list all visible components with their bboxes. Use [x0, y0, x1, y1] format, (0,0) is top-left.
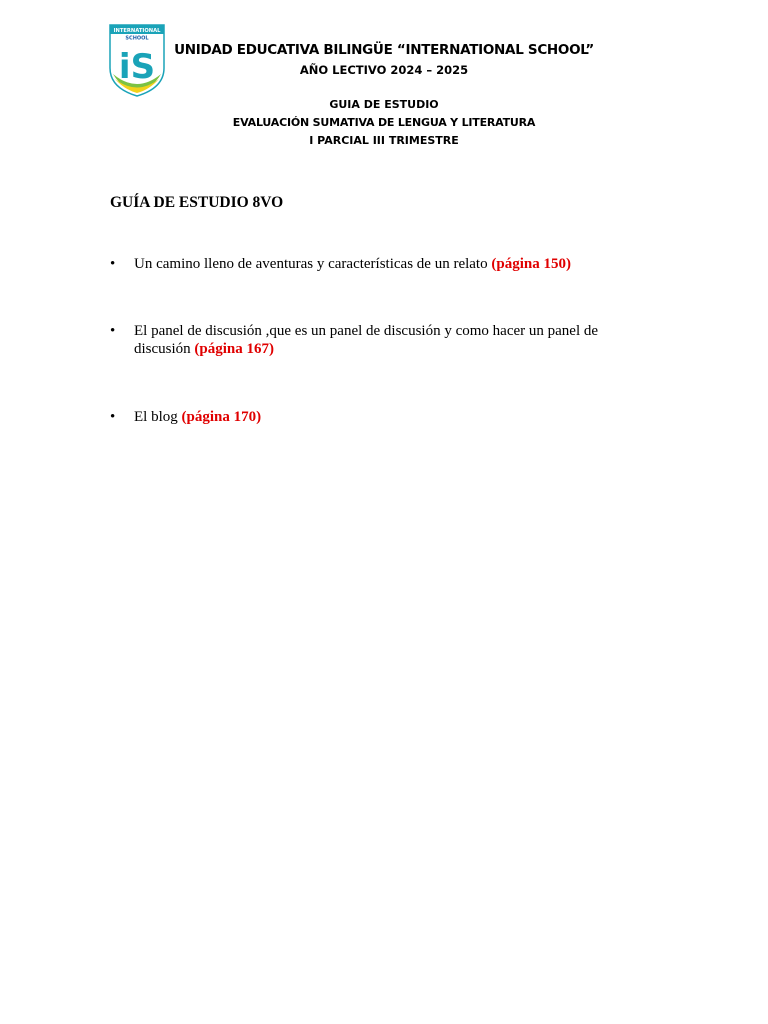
school-logo	[109, 24, 165, 98]
page-reference: (página 167)	[194, 341, 275, 357]
list-item-text: El blog	[134, 409, 182, 425]
bullet-icon: •	[110, 323, 116, 339]
school-year: AÑO LECTIVO 2024 – 2025	[299, 63, 469, 77]
svg-text:iS: iS	[118, 47, 156, 87]
svg-text:SCHOOL: SCHOOL	[125, 35, 149, 42]
evaluation-heading: EVALUACIÓN SUMATIVA DE LENGUA Y LITERATURA	[232, 116, 536, 129]
guide-heading: GUIA DE ESTUDIO	[329, 98, 439, 111]
document-title: GUÍA DE ESTUDIO 8VO	[110, 194, 284, 211]
bullet-icon: •	[110, 409, 116, 425]
list-item	[110, 255, 630, 273]
page-reference: (página 170)	[181, 409, 262, 425]
svg-text:INTERNATIONAL: INTERNATIONAL	[113, 28, 161, 34]
list-item	[110, 322, 630, 358]
period-heading: I PARCIAL III TRIMESTRE	[309, 134, 459, 147]
list-item-text: El panel de discusión ,que es un panel de discusión y como hacer un panel de discusión	[134, 323, 599, 357]
school-name: UNIDAD EDUCATIVA BILINGÜE “INTERNATIONAL SCHOOL”	[174, 42, 594, 58]
page-reference: (página 150)	[491, 256, 571, 272]
bullet-icon: •	[110, 256, 116, 272]
list-item-text: Un camino lleno de aventuras y características de un relato	[134, 256, 492, 272]
list-item	[110, 408, 630, 426]
